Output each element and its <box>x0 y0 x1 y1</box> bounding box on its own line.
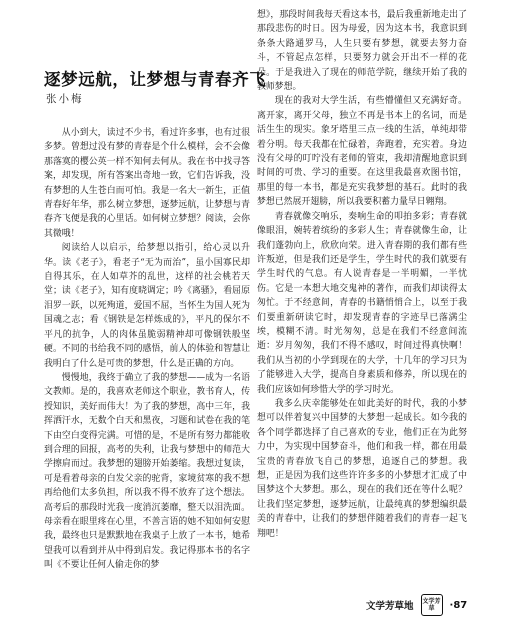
page-number: ·87 <box>449 599 468 611</box>
journal-logo-icon: 文学芳草 <box>421 594 443 616</box>
page-footer <box>366 594 467 616</box>
right-column <box>257 8 467 541</box>
journal-name: 文学芳草地 <box>366 601 414 612</box>
paragraph: 慢慢地，我终于确立了我的梦想——成为一名语文教师。是的，我喜欢老师这个职业，教书育人，传授知识，美好而伟大！为了我的梦想，高中三年，我挥洒汗水，无数个白天和黑夜，习题和试卷在我的笔下由空白变得完满。可惜的是，不是所有努力都能收到合理的回报，高考的失利，让我与梦想中的师范大学擦肩而过。我梦想的翅膀开始萎缩。我想过复读，可是看着母亲的白发父亲的驼背，家境贫寒的我不想再给他们太多负担，所以我不得不放弃了这个想法。高考后的那段时光我一度消沉萎靡，整天以泪洗面。母亲看在眼里疼在心里，不善言语的她不知如何安慰我，最终也只是默默地在我桌子上放了一本书，她希望我可以看到并从中得到启发。我记得那本书的名字叫《不要让任何人偷走你的梦 <box>44 372 250 571</box>
paragraph: 现在的我对大学生活，有些懵懂但又充满好奇。离开家，离开父母，独立不再是书本上的名词，而是活生生的现实。象牙塔里三点一线的生活，单纯却带着分明。每天我都在忙碌着，奔跑着，充实着。身边没有父母的叮咛没有老师的管束，我却清醒地意识到时间的可贵、学习的重要。在这里我最喜欢图书馆，那里的每一本书，都是充实我梦想的基石。此时的我梦想已然展开翅膀，所以我要积蓄力量早日翱翔。 <box>257 96 467 208</box>
paragraph: 阅读给人以启示，给梦想以指引，给心灵以升华。读《老子》，看老子“无为而治”，虽小国寡民却自得其乐，在人如草芥的乱世，这样的社会桃若天堂；读《老子》，知有度晓调定；吟《离骚》，看屈原泪罗一跃，以死殉道，爱国不屈，当怀生为国人死为国魂之志；看《钢铁是怎样炼成的》，平凡的保尔不平凡的抗争，人的肉体虽脆弱精神却可像钢铁般坚硬。不同的书给我不同的感悟，前人的体验和智慧让我明白了什么是可贵的梦想，什么是正确的方向。 <box>44 243 250 369</box>
left-column <box>44 126 250 573</box>
paragraph: 我多么庆幸能够处在如此美好的时代，我的小梦想可以伴着复兴中国梦的大梦想一起成长。如今我的各个同学都选择了自己喜欢的专业，他们正在为此努力中，为实现中国梦奋斗，他们和我一样，都在用最宝贵的青春放飞自己的梦想，追逐自己的梦想。我想，正是因为我们这些许许多多的小梦想才汇成了中国梦这个大梦想。那么，现在的我们还在等什么呢？让我们坚定梦想，逐梦远航，让最纯真的梦想编织最美的青春中，让我们的梦想伴随着我们的青春一起飞翔吧！ <box>257 398 467 539</box>
paragraph-continuation: 想》，那段时间我每天看这本书，最后我重新地走出了那段悲伤的时日。因为母爱，因为这本书，我意识到条条大路通罗马，人生只要有梦想，就要去努力奋斗，不管起点怎样，只要努力就会开出不一样的花朵。于是我进入了现在的师范学院，继续开始了我的教师梦想。 <box>257 10 467 93</box>
article-author: 张小梅 <box>46 93 84 105</box>
article-title: 逐梦远航，让梦想与青春齐飞 <box>44 70 267 89</box>
paragraph: 青春就像交响乐，奏响生命的叩拍多彩；青春就像眼泪，婉转着缤纷的多彩人生；青春就像生命，让我们蓬勃向上，欣欣向荣。进入青春期的我们都有些许叛逆，但是我们还是学生，学生时代的我们就要有学生时代的气息。有人说青春是一半明媚，一半忧伤。它是一本想大地交鬼神的著作，而我们却读得太匆忙。于不经意间，青春的书籍悄悄合上，以至于我们要重新研读它时，却发现青春的字迹早已落满尘埃，模糊不清。时光匆匆，总是在我们不经意间流逝：岁月匆匆，我们不得不感叹，时间过得真快啊！我们从当初的小学到现在的大学，十几年的学习只为了能够进入大学，提高自身素质和修养，所以现在的我们应该如何珍惜大学的学习时光。 <box>257 211 467 395</box>
paragraph: 从小到大，读过不少书，看过许多事，也有过很多梦。曾想过没有梦的青春是个什么模样，会不会像那落寞的樱公英一样不知何去何从。我在书中找寻答案，却发现，所有答案出奇地一致，它们告诉我，没有梦想的人生苍白而可怕。我是一名大一新生，正值青春好年华，那么树立梦想，逐梦远航，让梦想与青春齐飞便是我的心里话。如何树立梦想？阅读，会你其微哦！ <box>44 128 250 239</box>
